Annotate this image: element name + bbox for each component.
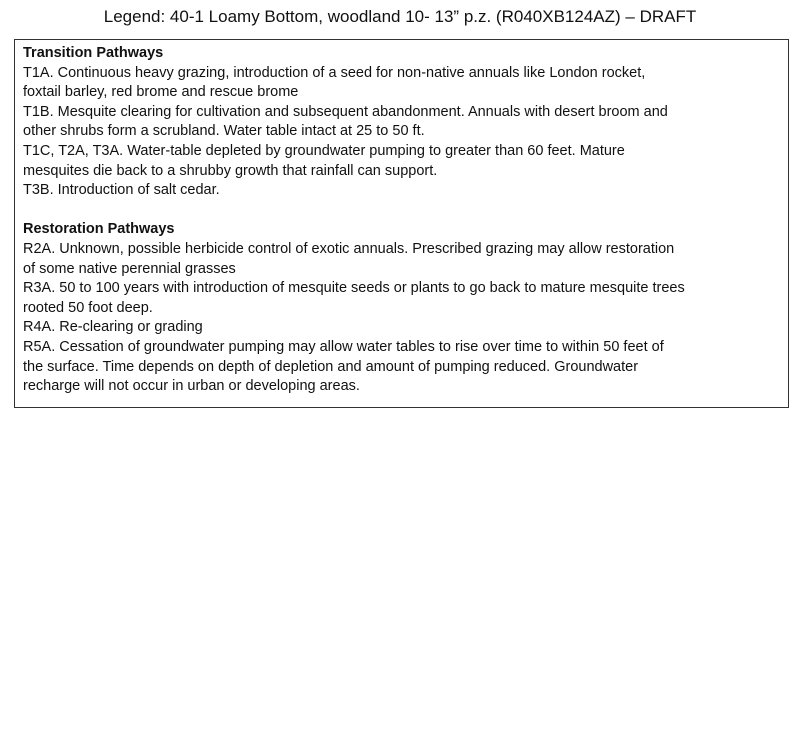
restoration-line: R4A. Re-clearing or grading xyxy=(23,319,203,336)
restoration-line: rooted 50 foot deep. xyxy=(23,299,153,316)
restoration-line: R2A. Unknown, possible herbicide control of exotic annuals. Prescribed grazing may allow restoration xyxy=(23,240,675,257)
transition-line: foxtail barley, red brome and rescue brome xyxy=(23,84,299,101)
restoration-pathways-heading: Restoration Pathways xyxy=(23,221,175,238)
transition-line: mesquites die back to a shrubby growth that rainfall can support. xyxy=(23,162,438,179)
restoration-line: the surface. Time depends on depth of depletion and amount of pumping reduced. Groundwater xyxy=(23,358,639,375)
transition-line: other shrubs form a scrubland. Water table intact at 25 to 50 ft. xyxy=(23,123,425,140)
transition-line: T1C, T2A, T3A. Water-table depleted by groundwater pumping to greater than 60 feet. Mature xyxy=(23,142,625,159)
restoration-line: of some native perennial grasses xyxy=(23,260,236,277)
section-spacer xyxy=(23,201,780,221)
restoration-line: recharge will not occur in urban or developing areas. xyxy=(23,378,360,395)
legend-box xyxy=(14,39,789,408)
transition-line: T1A. Continuous heavy grazing, introduction of a seed for non-native annuals like London rocket, xyxy=(23,64,646,81)
restoration-line: R3A. 50 to 100 years with introduction of mesquite seeds or plants to go back to mature mesquite trees xyxy=(23,280,685,297)
transition-line: T1B. Mesquite clearing for cultivation and subsequent abandonment. Annuals with desert broom and xyxy=(23,103,668,120)
transition-pathways-heading: Transition Pathways xyxy=(23,45,164,61)
restoration-line: R5A. Cessation of groundwater pumping may allow water tables to rise over time to within 50 feet of xyxy=(23,338,664,355)
page-title: Legend: 40-1 Loamy Bottom, woodland 10- 13” p.z. (R040XB124AZ) – DRAFT xyxy=(103,7,697,26)
transition-line: T3B. Introduction of salt cedar. xyxy=(23,182,220,199)
